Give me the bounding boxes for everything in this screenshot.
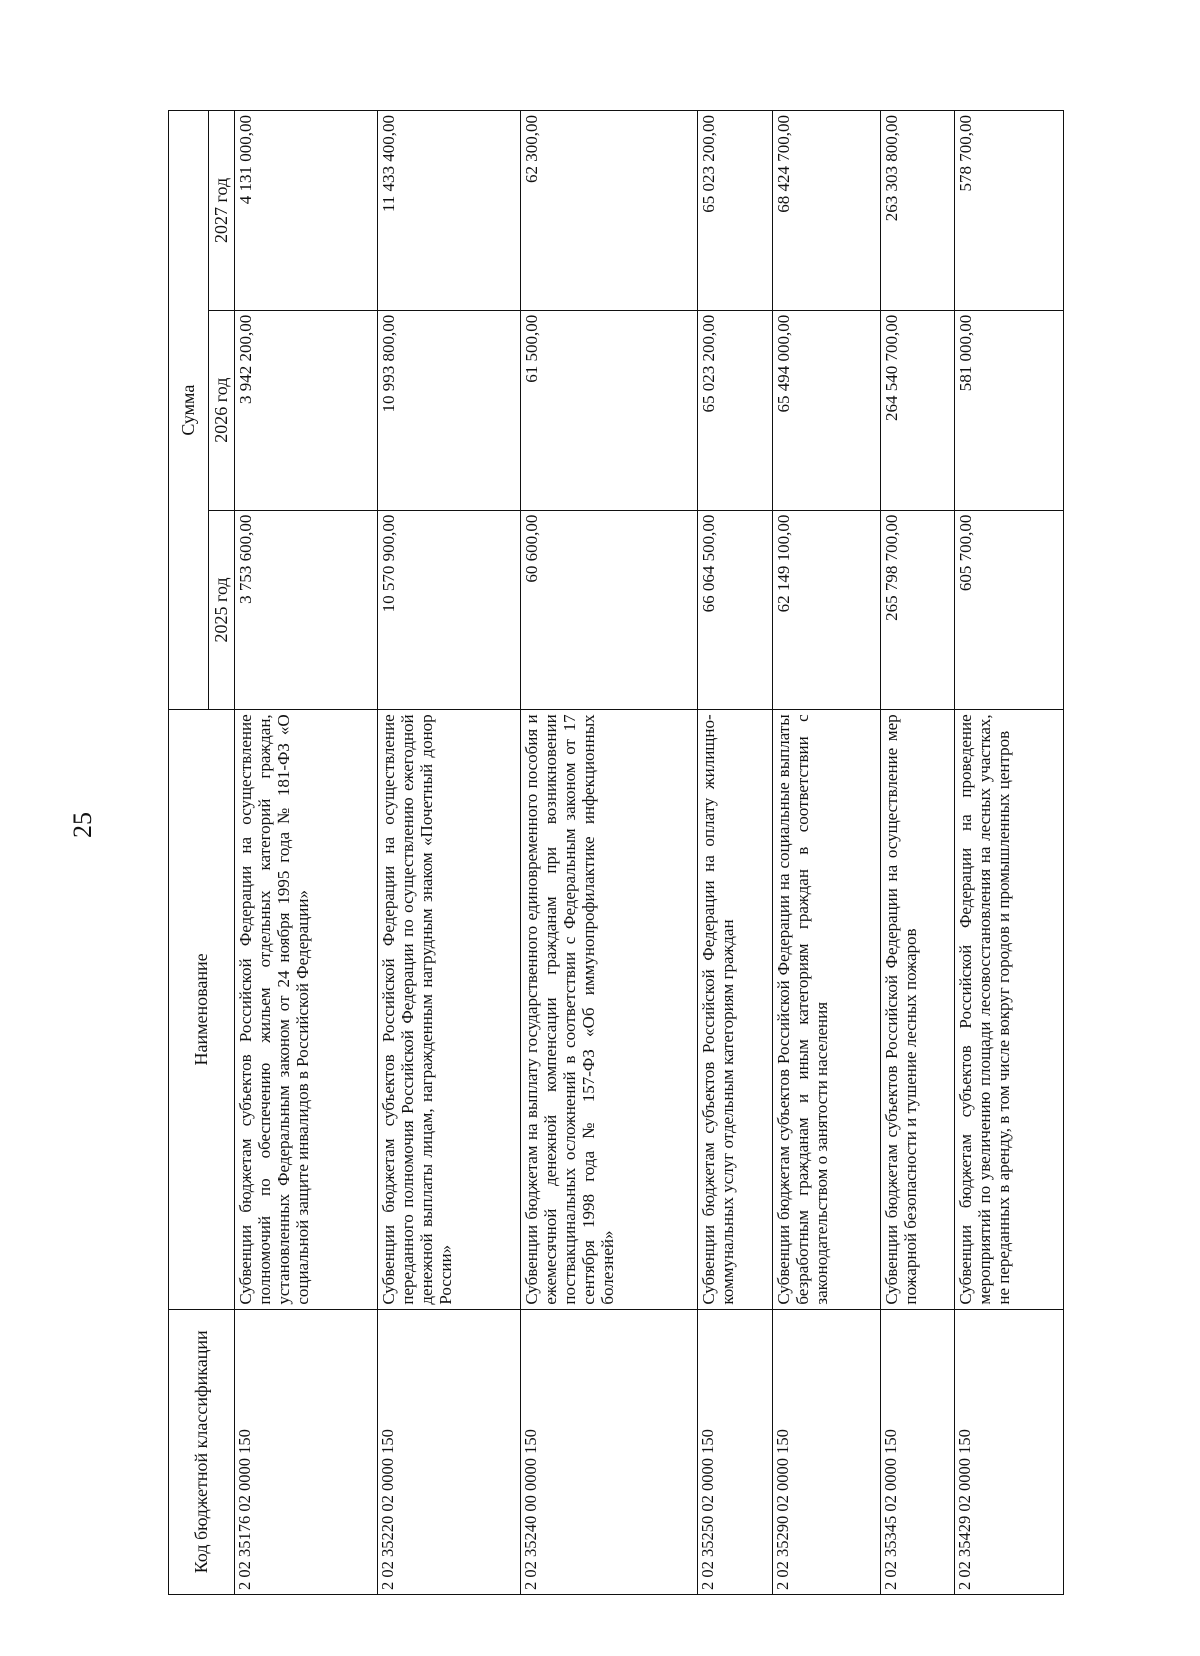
row-2027: 68 424 700,00 — [772, 111, 881, 311]
rotated-table-area — [168, 110, 1064, 1595]
row-name: Субвенции бюджетам субъектов Российской Федерации на осуществление мер пожарной безопасности и тушение лесных пожаров — [881, 710, 955, 1309]
row-2026: 65 023 200,00 — [698, 310, 772, 510]
row-name: Субвенции бюджетам субъектов Российской Федерации на осуществление полномочий по обеспечению жильем отдельных категорий граждан, установленных Федеральным законом от 24 ноября 1995 года № 181-ФЗ «О социальной защите инвалидов в Российской Федерации» — [235, 710, 378, 1309]
row-2025: 605 700,00 — [955, 510, 1064, 710]
table-row — [772, 111, 881, 1595]
row-2026: 264 540 700,00 — [881, 310, 955, 510]
row-2025: 265 798 700,00 — [881, 510, 955, 710]
table-row — [698, 111, 772, 1595]
header-code: Код бюджетной классификации — [169, 1309, 235, 1594]
row-2026: 10 993 800,00 — [377, 310, 520, 510]
row-code: 2 02 35220 02 0000 150 — [377, 1309, 520, 1594]
row-2026: 3 942 200,00 — [235, 310, 378, 510]
row-name: Субвенции бюджетам субъектов Российской Федерации на оплату жилищно-коммунальных услуг отдельным категориям граждан — [698, 710, 772, 1309]
row-2027: 263 303 800,00 — [881, 111, 955, 311]
budget-table — [168, 110, 1064, 1595]
table-row — [520, 111, 697, 1595]
header-sum: Сумма — [169, 111, 209, 710]
table-row — [955, 111, 1064, 1595]
row-name: Субвенции бюджетам субъектов Российской Федерации на проведение мероприятий по увеличению площади лесовосстановления на лесных участках, не переданных в аренду, в том числе вокруг городов и промышленных центров — [955, 710, 1064, 1309]
row-2027: 62 300,00 — [520, 111, 697, 311]
table-row — [235, 111, 378, 1595]
header-year-2027: 2027 год — [209, 111, 235, 311]
header-year-2025: 2025 год — [209, 510, 235, 710]
row-2025: 10 570 900,00 — [377, 510, 520, 710]
row-2025: 3 753 600,00 — [235, 510, 378, 710]
row-code: 2 02 35290 02 0000 150 — [772, 1309, 881, 1594]
row-name: Субвенции бюджетам субъектов Российской Федерации на социальные выплаты безработным гражданам и иным категориям граждан в соответствии с законодательством о занятости населения — [772, 710, 881, 1309]
table-container — [168, 110, 1064, 1595]
row-2026: 61 500,00 — [520, 310, 697, 510]
row-2027: 4 131 000,00 — [235, 111, 378, 311]
row-name: Субвенции бюджетам на выплату государственного единовременного пособия и ежемесячной денежной компенсации гражданам при возникновении поствакцинальных осложнений в соответствии с Федеральным законом от 17 сентября 1998 года № 157-ФЗ «Об иммунопрофилактике инфекционных болезней» — [520, 710, 697, 1309]
row-2027: 578 700,00 — [955, 111, 1064, 311]
row-2026: 65 494 000,00 — [772, 310, 881, 510]
row-2025: 66 064 500,00 — [698, 510, 772, 710]
table-row — [377, 111, 520, 1595]
header-year-2026: 2026 год — [209, 310, 235, 510]
row-code: 2 02 35240 00 0000 150 — [520, 1309, 697, 1594]
row-2026: 581 000,00 — [955, 310, 1064, 510]
row-name: Субвенции бюджетам субъектов Российской Федерации на осуществление переданного полномочия Российской Федерации по осуществлению ежегодной денежной выплаты лицам, награжденным нагрудным знаком «Почетный донор России» — [377, 710, 520, 1309]
page-number: 25 — [68, 812, 97, 838]
row-2027: 65 023 200,00 — [698, 111, 772, 311]
row-code: 2 02 35250 02 0000 150 — [698, 1309, 772, 1594]
row-code: 2 02 35429 02 0000 150 — [955, 1309, 1064, 1594]
row-2027: 11 433 400,00 — [377, 111, 520, 311]
table-row — [881, 111, 955, 1595]
row-code: 2 02 35345 02 0000 150 — [881, 1309, 955, 1594]
row-2025: 60 600,00 — [520, 510, 697, 710]
row-code: 2 02 35176 02 0000 150 — [235, 1309, 378, 1594]
header-name: Наименование — [169, 710, 235, 1309]
row-2025: 62 149 100,00 — [772, 510, 881, 710]
